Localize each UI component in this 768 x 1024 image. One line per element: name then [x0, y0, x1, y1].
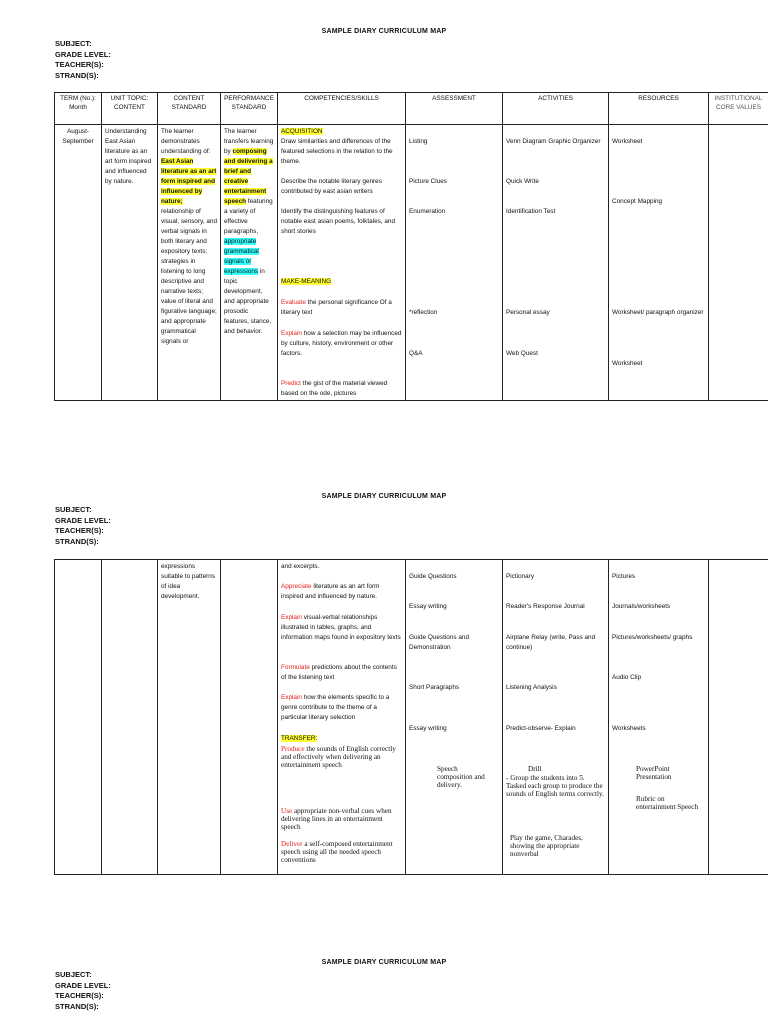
activity-item: Reader's Response Journal [506, 603, 585, 610]
competency-2: Describe the notable literary genres contributed by east asian writers [281, 178, 382, 195]
document-meta [55, 505, 111, 547]
competencies-cell [278, 560, 406, 875]
competency-2: Explain visual-verbal relationships illustrated in tables, graphs, and information maps found in expository texts [281, 614, 401, 641]
assessment-item: Short Paragraphs [409, 684, 460, 691]
document-title: SAMPLE DIARY CURRICULUM MAP [321, 28, 447, 35]
grade-level-label: GRADE LEVEL: [55, 515, 111, 525]
unit-topic-cell: Understanding East Asian literature as an art form inspired and influenced by nature. [102, 125, 158, 401]
resource-item: Worksheet [612, 360, 643, 367]
teachers-label: TEACHER(S): [55, 526, 104, 535]
header-assessment: ASSESSMENT [406, 93, 503, 125]
activity-item: Play the game, Charades, showing the appropriate nonverbal [510, 834, 583, 859]
resource-item: Audio Clip [612, 674, 642, 681]
resource-item: Worksheets [612, 725, 646, 732]
curriculum-map-table-1 [54, 92, 768, 401]
activity-drill-body: - Group the students into 5. Tasked each group to produce the sounds of English terms correctly. [506, 774, 604, 799]
term-cell: August-September [55, 125, 102, 401]
activity-drill-title: Drill [528, 765, 542, 773]
acquisition-label: ACQUISITION [281, 128, 323, 135]
competency-4: Evaluate the personal significance Of a literary text [281, 299, 392, 316]
activity-item: Identification Test [506, 208, 556, 215]
header-performance-standard: PERFORMANCE STANDARD [221, 93, 278, 125]
assessment-item: Guide Questions and Demonstration [409, 634, 470, 651]
header-competencies: COMPETENCIES/SKILLS [278, 93, 406, 125]
resource-item: Journals/worksheets [612, 603, 671, 610]
assessment-item: Speech composition and delivery. [437, 765, 485, 790]
competency-6: Use appropriate non-verbal cues when delivering lines in an entertainment speech [281, 807, 392, 832]
strands-label: STRAND(S): [55, 70, 99, 80]
assessment-cell [406, 125, 503, 401]
performance-standard-highlight-2: appropriate grammatical signals or expressions [224, 238, 259, 275]
unit-topic-cell [102, 560, 158, 875]
activities-cell [503, 560, 609, 875]
activity-item: Quick Write [506, 178, 539, 185]
assessment-item: Q&A [409, 350, 423, 357]
teachers-label: TEACHER(S): [55, 991, 104, 1000]
competencies-cell [278, 125, 406, 401]
header-core-values: INSTITUTIONAL CORE VALUES [709, 93, 768, 125]
header-resources: RESOURCES [609, 93, 709, 125]
resource-item: Worksheet/ paragraph organizer [612, 309, 704, 316]
activity-item: Pictionary [506, 573, 535, 580]
assessment-item: Essay writing [409, 725, 447, 732]
core-values-cell [709, 125, 768, 401]
activity-item: Predict-observe- Explain [506, 725, 576, 732]
subject-label: SUBJECT: [55, 970, 92, 979]
subject-label: SUBJECT: [55, 39, 92, 48]
curriculum-map-table-2 [54, 559, 768, 875]
document-title: SAMPLE DIARY CURRICULUM MAP [321, 493, 447, 500]
resources-cell [609, 125, 709, 401]
header-activities: ACTIVITIES [503, 93, 609, 125]
competency-1: Appreciate literature as an art form inspired and influenced by nature. [281, 583, 380, 600]
document-meta [55, 970, 111, 1012]
term-cell [55, 560, 102, 875]
strands-label: STRAND(S): [55, 536, 99, 546]
resource-item: Pictures/worksheets/ graphs [612, 634, 693, 641]
assessment-item: Listing [409, 138, 428, 145]
teachers-label: TEACHER(S): [55, 60, 104, 69]
resource-item: Concept Mapping [612, 198, 663, 205]
activity-item: Listening Analysis [506, 684, 557, 691]
header-content-standard: CONTENT STANDARD [158, 93, 221, 125]
activity-item: Airplane Relay (write, Pass and continue) [506, 634, 596, 651]
competency-6: Predict the gist of the material viewed based on the ode, pictures [281, 380, 388, 397]
competency-4: Explain how the elements specific to a genre contribute to the theme of a particular literary selection [281, 694, 390, 721]
grade-level-label: GRADE LEVEL: [55, 49, 111, 59]
content-standard-cell: The learner demonstrates understanding of: East Asian literature as an art form inspired and influenced by nature; relationship of visual, sensory, and verbal signals in both literary and expository texts; strategies in listening to long descriptive and narrative texts; value of literal and figurative language; and appropriate grammatical signals or [158, 125, 221, 401]
competency-3: Identify the distinguishing features of notable east asian poems, folktales, and short stories [281, 208, 396, 235]
competency-5: Explain how a selection may be influenced by culture, history, environment or other factors. [281, 330, 402, 357]
assessment-item: Enumeration [409, 208, 446, 215]
content-standard-highlight: East Asian literature as an art form inspired and influenced by nature; [161, 158, 217, 205]
assessment-cell [406, 560, 503, 875]
resource-item: Rubric on entertainment Speech [636, 795, 699, 812]
competency-1: Draw similarities and differences of the featured selections in the relation to the theme. [281, 138, 393, 165]
grade-level-label: GRADE LEVEL: [55, 980, 111, 990]
document-meta [55, 39, 111, 81]
core-values-cell [709, 560, 768, 875]
competency-0: and excerpts. [281, 563, 320, 570]
assessment-item: Picture Clues [409, 178, 448, 185]
competency-5: Produce the sounds of English correctly and effectively when delivering an entertainment speech [281, 745, 396, 770]
activity-item: Venn Diagram Graphic Organizer [506, 138, 601, 145]
competency-7: Deliver a self-composed entertainment speech using all the needed speech conventions [281, 840, 393, 865]
make-meaning-label: MAKE-MEANING [281, 278, 332, 285]
strands-label: STRAND(S): [55, 1001, 99, 1011]
resources-cell [609, 560, 709, 875]
performance-standard-highlight: composing and delivering a brief and creative entertainment speech [224, 148, 273, 205]
resource-item: PowerPoint Presentation [636, 765, 672, 782]
assessment-item: Essay writing [409, 603, 447, 610]
assessment-item: Guide Questions [409, 573, 457, 580]
activity-item: Web Quest [506, 350, 538, 357]
activities-cell [503, 125, 609, 401]
resource-item: Worksheet [612, 138, 643, 145]
subject-label: SUBJECT: [55, 505, 92, 514]
header-unit-topic: UNIT TOPIC: CONTENT [102, 93, 158, 125]
performance-standard-cell [221, 560, 278, 875]
competency-3: Formulate predictions about the contents of the listening text [281, 664, 397, 681]
activity-item: Personal essay [506, 309, 550, 316]
document-title: SAMPLE DIARY CURRICULUM MAP [321, 959, 447, 966]
header-term: TERM (No.): Month [55, 93, 102, 125]
transfer-label: TRANSFER: [281, 735, 318, 742]
performance-standard-cell: The learner transfers learning by composing and delivering a brief and creative entertainment speech featuring a variety of effective paragraphs, appropriate grammatical signals or expressions in topic development, and appropriate prosodic features, stance, and behavior. [221, 125, 278, 401]
resource-item: Pictures [612, 573, 636, 580]
content-standard-cell: expressions suitable to patterns of idea development. [158, 560, 221, 875]
assessment-item: *reflection [409, 309, 438, 316]
